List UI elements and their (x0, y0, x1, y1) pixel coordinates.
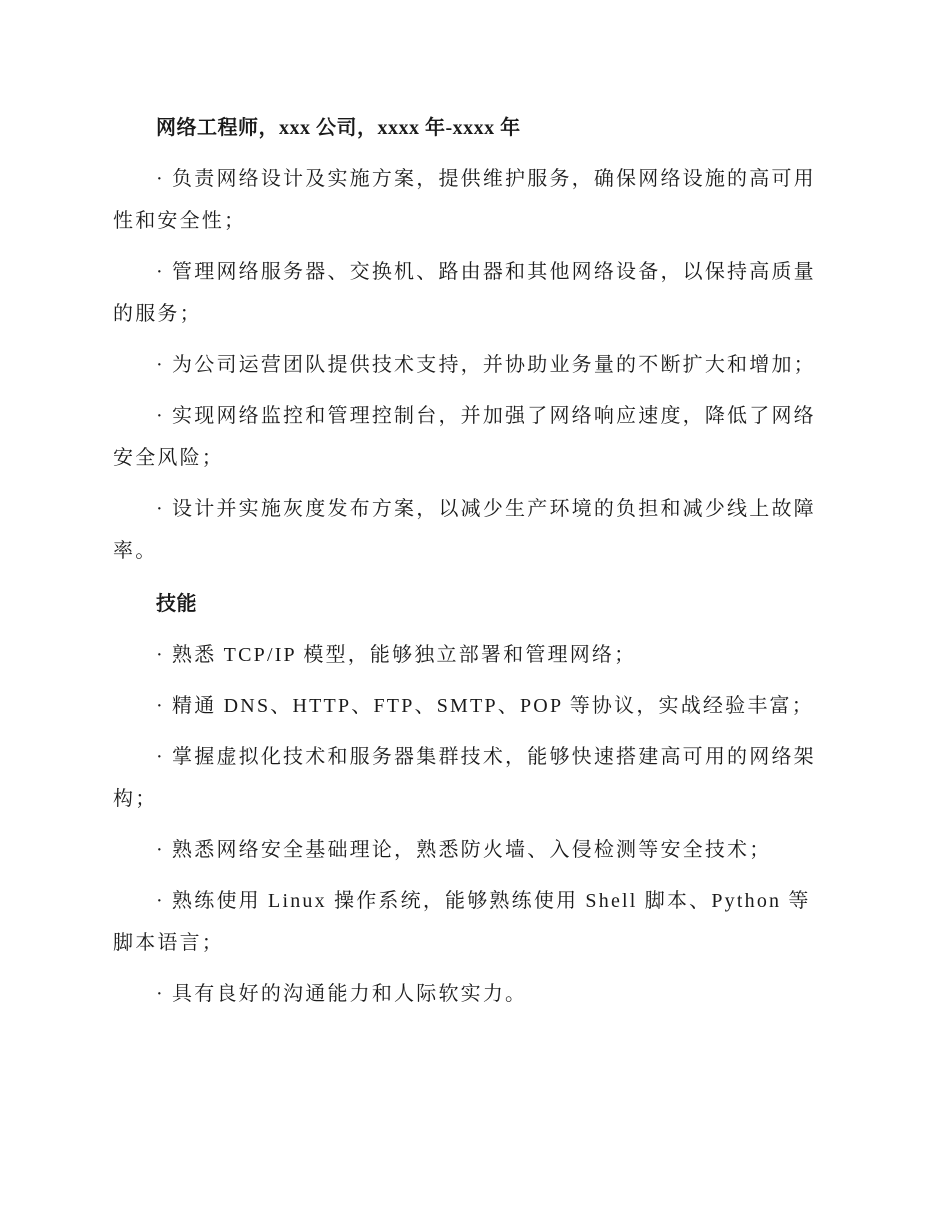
skills-item: · 熟悉 TCP/IP 模型，能够独立部署和管理网络； (156, 644, 637, 666)
experience-heading: 网络工程师，xxx 公司，xxxx 年-xxxx 年 (156, 117, 521, 139)
skills-item: · 熟练使用 Linux 操作系统，能够熟练使用 Shell 脚本、Python 等脚本语言； (113, 890, 811, 954)
experience-item: · 实现网络监控和管理控制台，并加强了网络响应速度，降低了网络安全风险； (113, 405, 816, 469)
experience-item: · 设计并实施灰度发布方案，以减少生产环境的负担和减少线上故障率。 (113, 498, 816, 562)
skills-item: · 精通 DNS、HTTP、FTP、SMTP、POP 等协议，实战经验丰富； (156, 695, 814, 717)
skills-item: · 掌握虚拟化技术和服务器集群技术，能够快速搭建高可用的网络架构； (113, 746, 816, 810)
document-content (113, 108, 827, 1015)
skills-item: · 熟悉网络安全基础理论，熟悉防火墙、入侵检测等安全技术； (156, 839, 772, 861)
experience-item: · 管理网络服务器、交换机、路由器和其他网络设备，以保持高质量的服务； (113, 261, 816, 325)
skills-item: · 具有良好的沟通能力和人际软实力。 (156, 983, 528, 1005)
skills-heading: 技能 (156, 593, 197, 615)
experience-item: · 负责网络设计及实施方案，提供维护服务，确保网络设施的高可用性和安全性； (113, 168, 816, 232)
experience-item: · 为公司运营团队提供技术支持，并协助业务量的不断扩大和增加； (156, 354, 816, 376)
